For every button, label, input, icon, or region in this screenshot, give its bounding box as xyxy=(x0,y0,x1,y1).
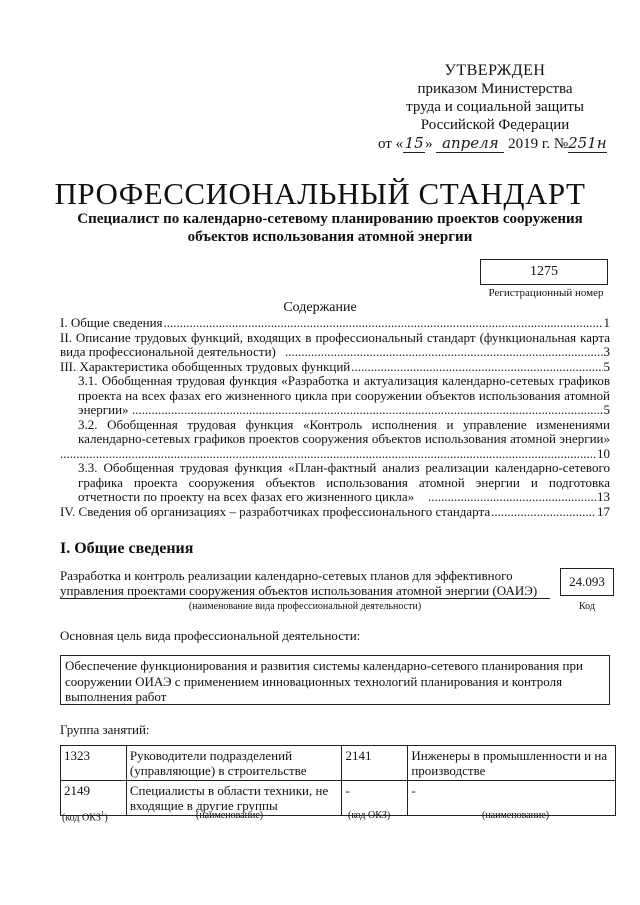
activity-underline xyxy=(60,598,550,599)
approval-line-3: Российской Федерации xyxy=(420,117,570,133)
approval-line-1: приказом Министерства xyxy=(417,81,573,97)
toc-item[interactable] xyxy=(60,316,610,331)
document-subtitle: Специалист по календарно-сетевому планированию проектов сооружения объектов использования атомной энергии xyxy=(77,211,583,245)
toc-item[interactable] xyxy=(60,505,610,520)
code-caption: Код xyxy=(579,601,595,612)
activity-caption: (наименование вида профессиональной деятельности) xyxy=(188,601,422,612)
toc-item-page: 10 xyxy=(597,445,610,461)
toc-item[interactable] xyxy=(60,418,610,447)
toc-item-text: II. Описание трудовых функций, входящих в профессиональный стандарт (функциональная карта вида профессиональной деятельности) xyxy=(60,329,610,359)
caption-okz-code-2: (код ОКЗ) xyxy=(348,810,391,821)
date-month: апреля xyxy=(436,134,504,153)
okz-name: - xyxy=(408,781,616,816)
toc-item-text: I. Общие сведения xyxy=(60,315,163,330)
document-title: ПРОФЕССИОНАЛЬНЫЙ СТАНДАРТ xyxy=(54,176,586,211)
date-prefix: от « xyxy=(378,136,404,152)
caption-okz-name-2: (наименование) xyxy=(482,810,550,821)
toc-item-page: 5 xyxy=(603,358,610,374)
activity-code: 24.093 xyxy=(560,568,614,596)
order-number: 251н xyxy=(568,134,607,152)
approval-block xyxy=(370,62,620,153)
approval-date xyxy=(370,134,620,153)
registration-number-box: 1275 xyxy=(480,259,608,285)
toc-item-page: 13 xyxy=(597,489,610,504)
toc-item-page: 3 xyxy=(603,344,610,359)
activity-kind: Разработка и контроль реализации календарно-сетевых планов для эффективного управления проектами сооружения объектов использования атомной энергии (ОАИЭ) xyxy=(60,568,538,598)
okz-name: Специалисты в области техники, не входящие в другие группы xyxy=(126,781,342,816)
goal-label: Основная цель вида профессиональной деятельности: xyxy=(60,628,361,643)
table-row xyxy=(61,746,616,781)
toc-item-page: 1 xyxy=(603,315,610,330)
approval-title: УТВЕРЖДЕН xyxy=(444,62,546,79)
approval-line-2: труда и социальной защиты xyxy=(406,99,584,115)
toc-item-text: 3.3. Обобщенная трудовая функция «План-фактный анализ реализации календарно-сетевого графика проекта сооружения объектов использования атомной энергии и подготовка отчетности по проекту на всех фазах его жизненного цикла» xyxy=(78,460,610,504)
table-of-contents xyxy=(60,316,610,519)
goal-text: Обеспечение функционирования и развития системы календарно-сетевого планирования при сооружении ОИАЭ с применением инновационных технологий планирования и контроля выполнения работ xyxy=(60,655,610,705)
toc-item-text: IV. Сведения об организациях – разработчиках профессионального стандарта xyxy=(60,503,491,519)
toc-item-text: 3.1. Обобщенная трудовая функция «Разработка и актуализация календарно-сетевых графиков проекта на всех фазах его жизненного цикла при сооружении объектов использования атомной энергии» xyxy=(78,373,610,417)
registration-number-label: Регистрационный номер xyxy=(488,287,604,299)
group-label: Группа занятий: xyxy=(60,722,150,737)
date-mid: » xyxy=(425,136,433,152)
section-title: I. Общие сведения xyxy=(60,540,194,557)
okz-name: Инженеры в промышленности и на производстве xyxy=(408,746,616,781)
okz-code: - xyxy=(342,781,408,816)
date-day: 15 xyxy=(404,134,424,152)
okz-code: 2141 xyxy=(342,746,408,781)
toc-item-page: 5 xyxy=(603,402,610,417)
toc-item-text: III. Характеристика обобщенных трудовых функций xyxy=(60,358,351,374)
toc-item-page: 17 xyxy=(597,503,610,519)
caption-okz-name: (наименование) xyxy=(196,810,264,821)
okz-name: Руководители подразделений (управляющие) в строительстве xyxy=(126,746,342,781)
toc-item[interactable] xyxy=(60,360,610,375)
occupation-group-table xyxy=(60,745,616,816)
date-year: 2019 г. № xyxy=(508,136,569,152)
okz-code: 1323 xyxy=(61,746,127,781)
okz-code: 2149 xyxy=(61,781,127,816)
caption-okz-code: (код ОКЗ$^1$) xyxy=(62,810,108,824)
toc-title: Содержание xyxy=(283,300,357,315)
toc-item-text: 3.2. Обобщенная трудовая функция «Контроль исполнения и управление изменениями календарно-сетевых графиков проектов сооружения объектов использования атомной энергии» xyxy=(78,416,610,446)
